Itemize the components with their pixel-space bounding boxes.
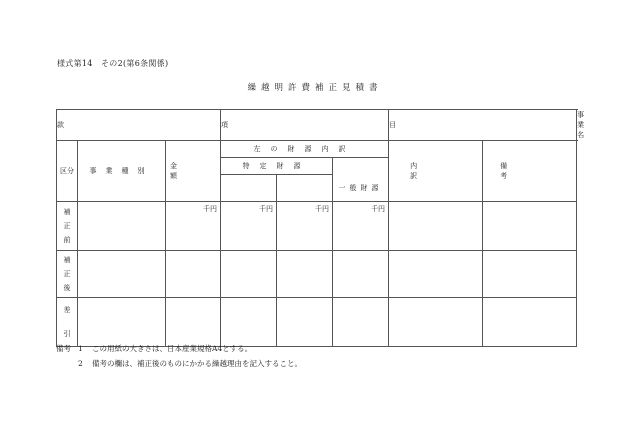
note-number: 2 [78,359,83,368]
tokutei-sub-1[interactable] [221,175,277,202]
kingaku-cell[interactable] [166,251,221,298]
kubun-after-label: 補正後 [63,256,71,292]
table-row [57,251,577,298]
kou-label: 項 [221,121,229,129]
biko-header: 備考 [483,141,577,202]
notes-label: 備考 [56,344,71,353]
jigyo-shubetsu-cell[interactable] [78,298,166,347]
form-id: 様式第14 その2(第6条関係) [57,59,169,68]
estimate-table [56,109,585,347]
note-text: この用紙の大きさは、日本産業規格A4とする。 [92,344,253,353]
note-item [56,356,302,371]
tokutei-cell-2[interactable] [277,298,333,347]
tokutei-cell-1[interactable] [221,298,277,347]
header-row [57,110,577,141]
jigyomei-label: 事業名 [577,111,585,139]
uchiwake-cell[interactable] [389,251,483,298]
unit-label: 千円 [315,205,330,213]
zaigen-uchiwake-header: 左の財源内訳 [221,141,389,158]
biko-cell[interactable] [483,251,577,298]
uchiwake-cell[interactable] [389,202,483,251]
ippan-cell[interactable] [333,298,389,347]
kubun-after [57,251,78,298]
ippan-cell[interactable] [333,202,389,251]
moku-label: 目 [389,121,397,129]
biko-cell[interactable] [483,202,577,251]
ippan-zaigen-header: 一般財源 [333,158,389,202]
note-item [56,341,302,356]
kan-label: 款 [57,121,64,129]
kubun-before-label: 補正前 [63,208,71,244]
biko-cell[interactable] [483,298,577,347]
kan-cell[interactable] [57,110,221,141]
unit-label: 千円 [203,205,218,213]
kou-cell[interactable] [221,110,389,141]
jigyo-shubetsu-cell[interactable] [78,202,166,251]
tokutei-zaigen-header: 特定財源 [221,158,333,175]
jigyo-shubetsu-cell[interactable] [78,251,166,298]
document-title: 繰越明許費補正見積書 [247,83,383,93]
kingaku-text: 金額 [170,162,199,180]
uchiwake-cell[interactable] [389,298,483,347]
tokutei-cell-2[interactable] [277,251,333,298]
note-number: 1 [78,344,83,353]
kingaku-cell[interactable] [166,298,221,347]
kingaku-header [166,141,221,202]
unit-label: 千円 [371,205,386,213]
tokutei-sub-2[interactable] [277,175,333,202]
table-row [57,202,577,251]
kubun-before [57,202,78,251]
tokutei-cell-2[interactable] [277,202,333,251]
kubun-header: 区分 [57,141,78,202]
table-row [57,298,577,347]
tokutei-cell-1[interactable] [221,202,277,251]
unit-label: 千円 [259,205,274,213]
kubun-diff [57,298,78,347]
kingaku-cell[interactable] [166,202,221,251]
ippan-cell[interactable] [333,251,389,298]
note-text: 備考の欄は、補正後のものにかかる繰越理由を記入すること。 [92,359,302,368]
kingaku-label [166,161,220,181]
jigyo-shubetsu-header: 事業種別 [78,141,166,202]
moku-cell[interactable] [389,110,577,141]
notes [56,341,302,371]
tokutei-cell-1[interactable] [221,251,277,298]
kubun-diff-label: 差引 [63,306,71,338]
uchiwake-header: 内訳 [389,141,483,202]
